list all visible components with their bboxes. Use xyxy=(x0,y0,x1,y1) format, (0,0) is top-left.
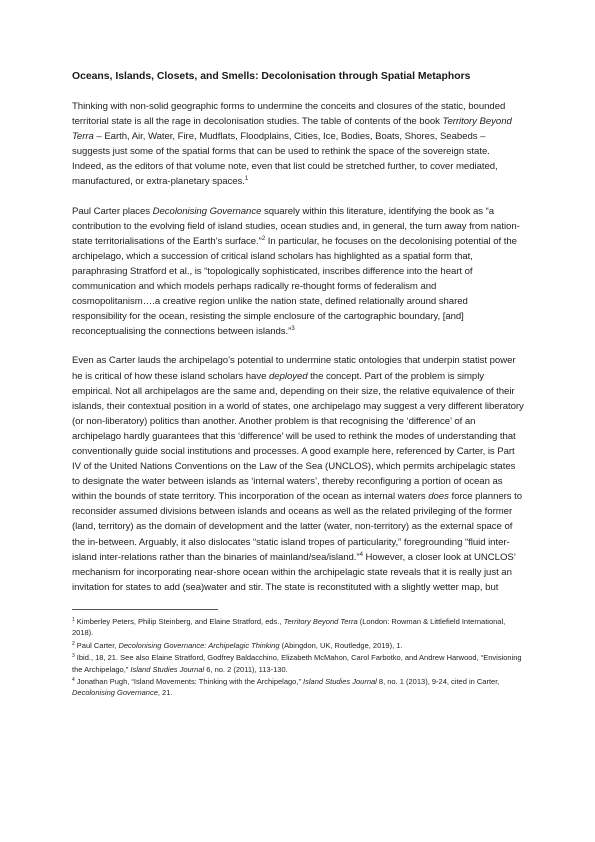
footnote-italic: Decolonising Governance: Archipelagic Thinking xyxy=(118,640,280,650)
p1-italic-title: Territory Beyond Terra xyxy=(72,116,512,143)
footnote-divider xyxy=(72,609,218,610)
footnote-ref-3[interactable]: 3 xyxy=(291,326,295,333)
p3-italic-does: does xyxy=(428,491,449,503)
footnote-text: , 21. xyxy=(157,688,173,698)
footnote-1 xyxy=(72,616,524,639)
footnote-italic: Decolonising Governance xyxy=(72,688,158,698)
footnote-text: Ibid., 18, 21. See also Elaine Stratford, Godfrey Baldacchino, Elizabeth McMahon, Carol Farbotko, and Andrew Harwood, “Envisioning the Archipelago,” xyxy=(72,653,522,674)
footnote-number: 3 xyxy=(72,653,75,660)
footnote-text: Kimberley Peters, Philip Steinberg, and Elaine Stratford, eds., xyxy=(76,616,284,626)
paragraph-2 xyxy=(72,204,524,340)
p3-italic-deployed: deployed xyxy=(269,370,308,382)
paragraph-1 xyxy=(72,99,524,190)
p2-text-c: In particular, he focuses on the decolonising potential of the archipelago, which a succession of critical island scholars has highlighted as a spatial form that, paraphrasing Stratford et al., is “topologically sophisticated, inscribes difference into the heart of communication and which models perhaps radically re-thought forms of federalism and cosmopolitanism….a creative region unlike the nation state, defined relationally around shared responsibility for the ocean, resisting the simple enclosure of the cartographic boundary, [and] reconceptualising the connections between islands.” xyxy=(72,235,517,338)
footnote-text: Jonathan Pugh, “Island Movements: Thinking with the Archipelago,” xyxy=(76,676,304,686)
footnote-text: (Abingdon, UK, Routledge, 2019), 1. xyxy=(279,640,403,650)
footnote-number: 4 xyxy=(72,676,75,683)
footnote-italic: Territory Beyond Terra xyxy=(283,616,358,626)
p2-text-b: squarely within this literature, identifying the book as “a contribution to the evolving field of island studies, ocean studies and, in general, the turn away from nation-state territorialisations of the Earth’s surface.” xyxy=(72,205,520,247)
footnote-ref-2[interactable]: 2 xyxy=(261,235,266,242)
p3-text-c: force planners to reconsider assumed divisions between islands and oceans as well as the related privileging of the former (land, territory) as the domain of development and the latter (water, non-territory) as the external space of the in-between. Arguably, it also dislocates “static island tropes of particularity,” foregrounding “fluid inter-island inter-relations rather than the binaries of mainland/sea/island.” xyxy=(72,491,523,563)
footnote-4 xyxy=(72,676,524,699)
p2-italic-title: Decolonising Governance xyxy=(152,205,262,217)
footnote-italic: Island Studies Journal xyxy=(130,664,205,674)
footnote-2 xyxy=(72,640,524,651)
footnote-text: 8, no. 1 (2013), 9-24, cited in Carter, xyxy=(376,676,500,686)
p2-text-a: Paul Carter places xyxy=(72,205,153,217)
footnote-text: Paul Carter, xyxy=(76,640,119,650)
p1-text-a: Thinking with non-solid geographic forms to undermine the conceits and closures of the static, bounded territorial state is all the rage in decolonisation studies. The table of contents of the book xyxy=(72,101,506,128)
footnote-italic: Island Studies Journal xyxy=(303,676,377,686)
footnote-ref-4[interactable]: 4 xyxy=(359,551,363,558)
p3-text-b: the concept. Part of the problem is simply empirical. Not all archipelagos are the same and, depending on their size, the relative equivalence of their islands, their contextual position in a world of states, one archipelago may suggest a very different liberatory (or non-liberatory) politics than another. Another problem is that recognising the ‘difference’ of an archipelago hardly guarantees that this ‘difference’ will be used to rethink the modes of understanding that conventionally guide social institutions and processes. A good example here, referenced by Carter, is Part IV of the United Nations Conventions on the Law of the Sea (UNCLOS), which permits archipelagic states to designate the water between islands as ‘internal waters’, thereby reconfiguring a portion of ocean as within the bounds of state territory. This incorporation of the ocean as internal waters xyxy=(72,370,524,503)
p3-text-a: Even as Carter lauds the archipelago’s potential to undermine static ontologies that underpin statist power he is critical of how these island scholars have xyxy=(72,355,516,382)
footnote-3 xyxy=(72,652,524,675)
footnote-number: 2 xyxy=(72,640,75,647)
p3-text-d: However, a closer look at UNCLOS’ mechanism for incorporating near-shore ocean within the archipelagic state reveals that it is really just an invitation for states to add (sea)water and stir. The state is reconstituted with a slightly wetter map, but xyxy=(72,551,516,593)
paragraph-3 xyxy=(72,353,524,595)
document-page xyxy=(72,70,524,700)
footnote-text: (London: Rowman & Littlefield International, 2018). xyxy=(72,616,506,638)
footnote-text: 6, no. 2 (2011), 113-130. xyxy=(204,664,288,674)
footnote-ref-1[interactable]: 1 xyxy=(244,176,249,183)
article-title: Oceans, Islands, Closets, and Smells: Decolonisation through Spatial Metaphors xyxy=(72,71,471,82)
p1-text-b: – Earth, Air, Water, Fire, Mudflats, Floodplains, Cities, Ice, Bodies, Boats, Shores, Seabeds – suggests just some of the spatial forms that can be used to rethink the space of the sovereign state. Indeed, as the editors of that volume note, even that list could be stretched further, to cover mediated, manufactured, or extra-planetary spaces. xyxy=(72,131,498,188)
footnote-number: 1 xyxy=(72,616,75,623)
